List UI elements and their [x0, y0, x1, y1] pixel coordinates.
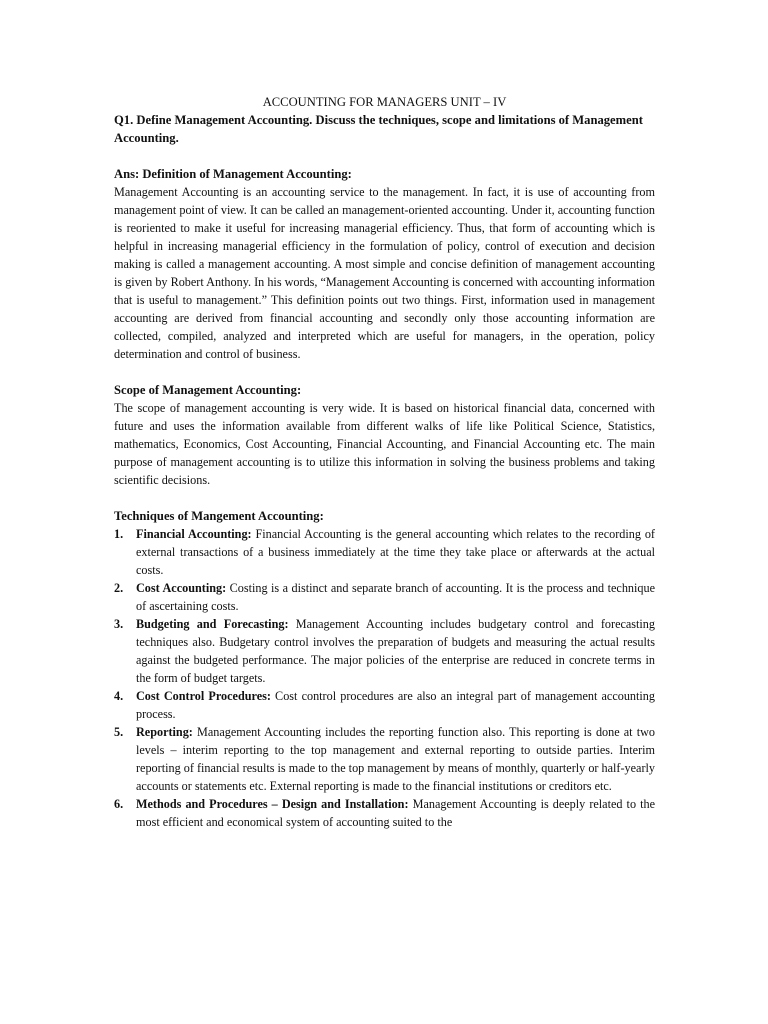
- document-title: ACCOUNTING FOR MANAGERS UNIT – IV: [262, 95, 507, 109]
- item-term: Methods and Procedures – Design and Installation:: [136, 797, 409, 811]
- question-text: Q1. Define Management Accounting. Discuss the techniques, scope and limitations of Management Accounting.: [114, 113, 643, 145]
- item-number: 2.: [114, 581, 124, 595]
- item-number: 5.: [114, 725, 124, 739]
- definition-paragraph: Management Accounting is an accounting service to the management. In fact, it is use of accounting from management point of view. It can be called an management-oriented accounting. Under it, accounting function is reoriented to make it useful for increasing managerial efficiency. Thus, that form of accounting which is helpful in increasing managerial efficiency in the formulation of policy, control of execution and decision making is called a management accounting. A most simple and concise definition of management accounting is given by Robert Anthony. In his words, “Management Accounting is concerned with accounting information that is useful to management.” This definition points out two things. First, information used in management accounting are derived from financial accounting and secondly only those accounting information are collected, compiled, analyzed and interpreted which are useful for managers, in the operation, policy determination and control of business.: [114, 185, 655, 361]
- spacer: [114, 363, 655, 381]
- technique-item: [114, 525, 655, 579]
- item-term: Budgeting and Forecasting:: [136, 617, 289, 631]
- item-text: Financial Accounting is the general accounting which relates to the recording of external transactions of a business immediately at the time they take place or afterwards at the actual costs.: [136, 527, 655, 577]
- item-term: Cost Control Procedures:: [136, 689, 271, 703]
- technique-item: [114, 579, 655, 615]
- item-text: Cost control procedures are also an integral part of management accounting process.: [136, 689, 655, 721]
- spacer: [114, 147, 655, 165]
- item-number: 4.: [114, 689, 124, 703]
- item-term: Reporting:: [136, 725, 193, 739]
- item-number: 6.: [114, 797, 124, 811]
- technique-item: [114, 615, 655, 687]
- technique-item: [114, 723, 655, 795]
- item-text: Management Accounting includes the reporting function also. This reporting is done at two levels – interim reporting to the top management and external reporting to outside parties. Interim reporting of financial results is made to the top management by means of monthly, quarterly or half-yearly accounts or statements etc. External reporting is made to the financial institutions or creditors etc.: [136, 725, 655, 793]
- item-number: 3.: [114, 617, 124, 631]
- spacer: [114, 489, 655, 507]
- item-text: Management Accounting is deeply related to the most efficient and economical system of accounting suited to the: [136, 797, 655, 829]
- item-text: Management Accounting includes budgetary control and forecasting techniques also. Budgetary control involves the preparation of budgets and measuring the actual results against the budgeted performance. The major policies of the enterprise are reduced in concrete terms in the form of budget targets.: [136, 617, 655, 685]
- item-number: 1.: [114, 527, 124, 541]
- item-term: Cost Accounting:: [136, 581, 227, 595]
- item-text: Costing is a distinct and separate branch of accounting. It is the process and technique of ascertaining costs.: [136, 581, 655, 613]
- scope-paragraph: The scope of management accounting is very wide. It is based on historical financial data, concerned with future and uses the information available from different walks of life like Political Science, Statistics, mathematics, Economics, Cost Accounting, Financial Accounting, and Financial Accounting etc. The main purpose of management accounting is to utilize this information in solving the business problems and taking scientific decisions.: [114, 401, 655, 487]
- technique-item: [114, 795, 655, 831]
- definition-heading: Ans: Definition of Management Accounting:: [114, 167, 352, 181]
- techniques-heading: Techniques of Mangement Accounting:: [114, 509, 324, 523]
- scope-heading: Scope of Management Accounting:: [114, 383, 302, 397]
- technique-item: [114, 687, 655, 723]
- item-term: Financial Accounting:: [136, 527, 252, 541]
- document-page: [114, 93, 655, 831]
- techniques-list: [114, 525, 655, 831]
